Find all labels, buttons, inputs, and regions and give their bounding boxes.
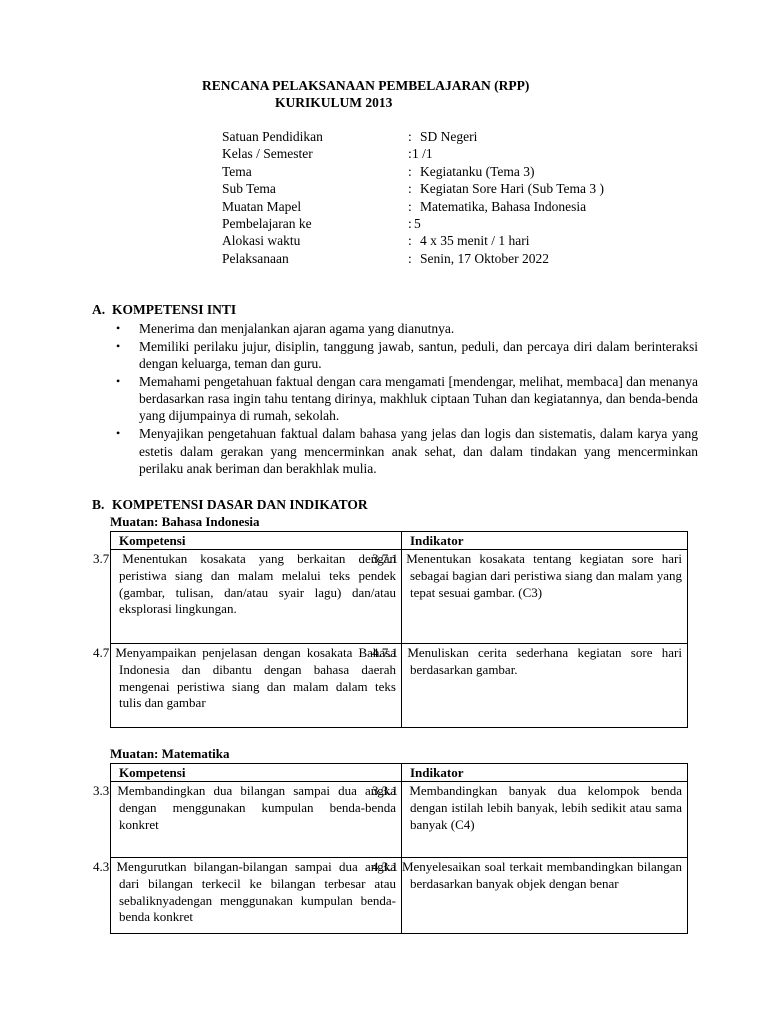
section-letter: A.: [92, 302, 106, 317]
kd-table-bahasa-indonesia: [93, 531, 688, 728]
column-header: Indikator: [402, 764, 688, 782]
list-item: [116, 320, 698, 337]
info-label: Satuan Pendidikan: [222, 129, 323, 144]
section-b-heading: [92, 497, 368, 513]
column-header: Kompetensi: [111, 764, 402, 782]
bullet-icon: •: [116, 338, 121, 353]
table-header-row: [111, 764, 688, 782]
info-colon: :: [408, 215, 412, 231]
table-row: [111, 550, 688, 644]
table-cell: 4.7 Menyampaikan penjelasan dengan kosakata Bahasa Indonesia dan dibantu dengan bahasa daerah mengenai peristiwa siang dan malam dalam teks tulis dan gambar: [111, 644, 402, 728]
document-title: RENCANA PELAKSANAAN PEMBELAJARAN (RPP): [202, 78, 530, 93]
info-value: Kegiatan Sore Hari (Sub Tema 3 ): [420, 181, 605, 197]
list-item-text: Memahami pengetahuan faktual dengan cara mengamati [mendengar, melihat, membaca] dan menanya berdasarkan rasa ingin tahu tentang dirinya, makhluk ciptaan Tuhan dan kegiatannya, dan benda-benda yang dijumpainya di rumah, sekolah.: [139, 373, 698, 424]
info-label: Sub Tema: [222, 181, 276, 197]
section-letter: B.: [92, 497, 105, 512]
table-cell: 3.3 Membandingkan dua bilangan sampai dua angka dengan menggunakan kumpulan benda-benda konkret: [111, 782, 402, 858]
column-header: Kompetensi: [111, 532, 402, 550]
info-label: Pembelajaran ke: [222, 215, 312, 231]
bullet-icon: •: [116, 321, 121, 335]
kd-table-matematika: [93, 763, 688, 934]
info-label: Pelaksanaan: [222, 250, 289, 266]
muatan-label: Muatan: Matematika: [110, 746, 230, 761]
list-item-text: Menerima dan menjalankan ajaran agama yang dianutnya.: [139, 321, 455, 336]
list-item-text: Memiliki perilaku jujur, disiplin, tanggung jawab, santun, peduli, dan percaya diri dalam berinteraksi dengan keluarga, teman dan guru.: [139, 338, 698, 372]
info-value: Kegiatanku (Tema 3): [420, 163, 535, 179]
info-colon: :: [408, 233, 412, 249]
info-label: Tema: [222, 163, 252, 179]
bullet-icon: •: [116, 426, 121, 441]
muatan-label: Muatan: Bahasa Indonesia: [110, 514, 260, 529]
table-header-row: [111, 532, 688, 550]
section-title: KOMPETENSI INTI: [112, 302, 237, 317]
table-cell: 3.3.1 Membandingkan banyak dua kelompok benda dengan istilah lebih banyak, lebih sedikit atau sama banyak (C4): [402, 782, 688, 858]
table-row: [111, 782, 688, 858]
section-title: KOMPETENSI DASAR DAN INDIKATOR: [112, 497, 368, 512]
info-colon: :: [408, 181, 412, 197]
info-value: 4 x 35 menit / 1 hari: [420, 233, 530, 249]
table-cell: 4.3 Mengurutkan bilangan-bilangan sampai dua angka dari bilangan terkecil ke bilangan terbesar atau sebaliknyadengan menggunakan kumpulan benda- benda konkret: [111, 858, 402, 934]
table-cell: 3.7.1 Menentukan kosakata tentang kegiatan sore hari sebagai bagian dari peristiwa siang dan malam yang tepat sesuai gambar. (C3): [402, 550, 688, 644]
kompetensi-inti-list: [116, 320, 698, 478]
info-colon: :: [408, 198, 412, 214]
document-subtitle: KURIKULUM 2013: [275, 95, 393, 110]
table-cell: 3.7 Menentukan kosakata yang berkaitan dengan peristiwa siang dan malam melalui teks pendek (gambar, tulisan, dan/atau syair lagu) dan/atau eksplorasi lingkungan.: [111, 550, 402, 644]
info-value: Matematika, Bahasa Indonesia: [420, 198, 587, 214]
info-colon: :: [408, 250, 412, 266]
info-label: Alokasi waktu: [222, 233, 301, 249]
list-item: [116, 338, 698, 373]
list-item: [116, 373, 698, 425]
bullet-icon: •: [116, 373, 121, 388]
list-item-text: Menyajikan pengetahuan faktual dalam bahasa yang jelas dan logis dan sistematis, dalam karya yang estetis dalam gerakan yang mencerminkan anak sehat, dan dalam tindakan yang mencerminkan perilaku anak beriman dan berakhlak mulia.: [139, 426, 698, 476]
info-label: Muatan Mapel: [222, 198, 302, 214]
table-row: [111, 858, 688, 934]
table-row: [111, 644, 688, 728]
table-cell: 4.3.1 Menyelesaikan soal terkait membandingkan bilangan berdasarkan banyak objek dengan benar: [402, 858, 688, 934]
info-colon: :: [408, 163, 412, 179]
info-colon: :: [408, 146, 412, 162]
info-value: Senin, 17 Oktober 2022: [420, 250, 549, 266]
info-value: SD Negeri: [420, 129, 478, 144]
list-item: [116, 425, 698, 477]
info-colon: :: [408, 129, 412, 144]
section-a-heading: [92, 302, 236, 318]
column-header: Indikator: [402, 532, 688, 550]
info-value: 1 /1: [412, 146, 433, 162]
info-label: Kelas / Semester: [222, 146, 313, 162]
table-cell: 4.7.1 Menuliskan cerita sederhana kegiatan sore hari berdasarkan gambar.: [402, 644, 688, 728]
info-value: 5: [414, 215, 421, 231]
